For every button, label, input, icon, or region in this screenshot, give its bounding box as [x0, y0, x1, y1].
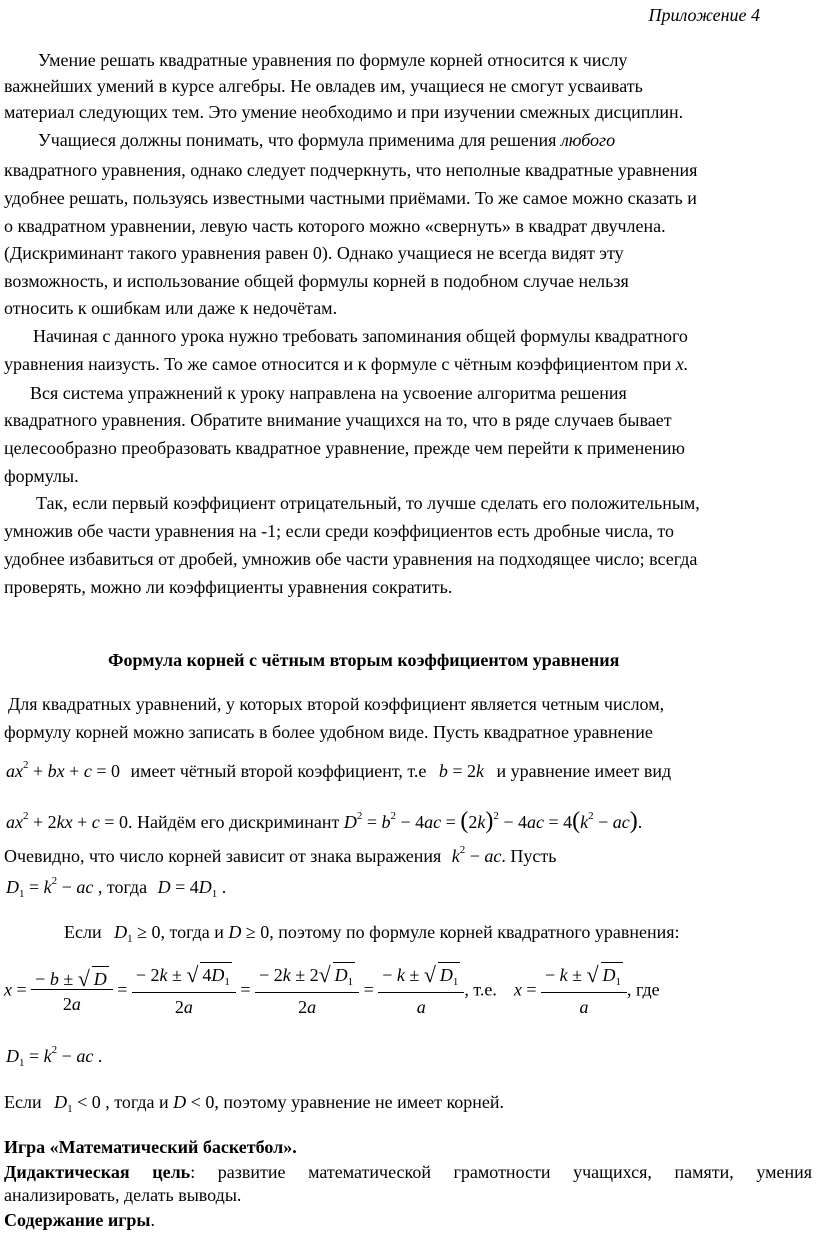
equation-b-even: b = 2k	[438, 761, 484, 781]
text-run: уравнения наизусть. То же самое относится и к формуле с чётным коэффициентом при	[4, 354, 676, 374]
text-line: возможность, и использование общей формулы корней в подобном случае нельзя	[4, 271, 629, 291]
text-line: Вся система упражнений к уроку направлена на усвоение алгоритма решения	[30, 383, 627, 403]
formula-line: $D_1 = k^2$ − ac .	[6, 1044, 103, 1069]
text-line	[4, 1162, 812, 1182]
equation-general: $ax^2$ + bx + c = 0	[6, 759, 120, 781]
fraction: − k ± √ $D_1$ a	[541, 962, 627, 1017]
text-line: Умение решать квадратные уравнения по формуле корней относится к числу	[38, 50, 628, 70]
fraction: − 2k ± 2 √ $D_1$ 2a	[255, 962, 359, 1017]
game-title: Игра «Математический баскетбол».	[4, 1137, 297, 1157]
text-line: анализировать, делать выводы.	[4, 1185, 242, 1205]
fraction: − k ± √ $D_1$ a	[378, 962, 464, 1017]
equation-d1: $D_1 = k^2$ − ac	[6, 1044, 94, 1069]
equation-d1: $D_1 = k^2$ − ac	[6, 875, 94, 900]
fraction: − b ± √ D 2a	[31, 966, 113, 1014]
text-run: , тогда и	[105, 1092, 169, 1112]
condition-d1-neg: $D_1 < 0$	[54, 1092, 101, 1115]
text-line: умножив обе части уравнения на -1; если среди коэффициентов есть дробные числа, то	[4, 521, 675, 541]
text-run: имеет чётный второй коэффициент, т.е	[130, 761, 427, 781]
goal-label: Дидактическая цель	[4, 1162, 191, 1182]
formula-line	[4, 840, 556, 866]
text-line: формулы.	[4, 466, 79, 486]
equation-even: $ax^2 + 2kx + c = 0$	[6, 810, 128, 832]
text-line	[38, 130, 615, 150]
text-line: важнейших умений в курсе алгебры. Не овладев им, учащиеся не смогут усваивать	[4, 76, 643, 96]
text-run: . Найдём его дискриминант	[127, 812, 340, 832]
equation-d-4d1: $D = 4D_1$	[157, 877, 218, 900]
text-run: , тогда и	[160, 922, 224, 942]
text-line: формулу корней можно записать в более удобном виде. Пусть квадратное уравнение	[4, 722, 653, 742]
text-line: целесообразно преобразовать квадратное уравнение, прежде чем перейти к применению	[4, 438, 685, 458]
text-line: Начиная с данного урока нужно требовать запоминания общей формулы квадратного	[33, 326, 688, 346]
text-run: Если	[4, 1092, 42, 1112]
text-line: Для квадратных уравнений, у которых второй коэффициент является четным числом,	[8, 694, 665, 714]
emphasis-word: любого	[560, 130, 616, 150]
text-line: квадратного уравнения. Обратите внимание учащихся на то, что в ряде случаев бывает	[4, 410, 672, 430]
text-run: : развитие математической грамотности учащихся, памяти, умения	[190, 1162, 813, 1182]
text-line: материал следующих тем. Это умение необходимо и при изучении смежных дисциплин.	[4, 102, 684, 122]
text-line: проверять, можно ли коэффициенты уравнения сократить.	[4, 577, 453, 597]
variable-x: x.	[675, 354, 689, 374]
text-line: удобнее избавиться от дробей, умножив обе части уравнения на подходящее число; всегда	[4, 549, 698, 569]
text-run: .	[150, 1210, 155, 1230]
section-title: Формула корней с чётным вторым коэффициентом уравнения	[108, 650, 620, 670]
text-run: Очевидно, что число корней зависит от знака выражения	[4, 846, 442, 866]
formula-line	[6, 755, 671, 781]
expression-k2-ac: $k^2$ − ac	[451, 844, 502, 866]
text-run: Если	[64, 922, 102, 942]
fraction: − 2k ± √ $4D_1$ 2a	[132, 962, 236, 1017]
condition-d-nonneg: D ≥ 0	[228, 922, 270, 942]
text-run: и уравнение имеет вид	[496, 761, 672, 781]
formula-line	[64, 922, 680, 949]
text-line: квадратного уравнения, однако следует подчеркнуть, что неполные квадратные уравнения	[4, 160, 698, 180]
text-line: (Дискриминант такого уравнения равен 0). Однако учащиеся не всегда видят эту	[4, 243, 624, 263]
formula-line	[6, 806, 642, 832]
text-run: , поэтому по формуле корней квадратного уравнения:	[269, 922, 680, 942]
text-line: удобнее решать, пользуясь известными частными приёмами. То же самое можно сказать и	[4, 188, 697, 208]
condition-d1-nonneg: $D_1 \ge 0$	[114, 922, 161, 945]
condition-d-neg: D < 0	[173, 1092, 215, 1112]
text-run: Учащиеся должны понимать, что формула применима для решения	[38, 130, 561, 150]
text-run: , где	[627, 979, 660, 1000]
text-run: . Пусть	[501, 846, 557, 866]
roots-formula: x = − b ± √ D 2a = − 2k ± √ $4D_1$ 2a = − 2k ± 2 √ $D_1$ 2a = − k ± √ $D_1$ a , т.е. x = − k ± √ $D_1$ a , где	[4, 962, 660, 1017]
formula-line	[4, 1092, 504, 1119]
text-line	[4, 354, 688, 374]
text-line: о квадратном уравнении, левую часть которого можно «свернуть» в квадрат двучлена.	[4, 216, 666, 236]
text-run: , тогда	[97, 877, 148, 897]
text-run: , поэтому уравнение не имеет корней.	[214, 1092, 505, 1112]
text-run: , т.е.	[464, 979, 497, 1000]
text-line: Так, если первый коэффициент отрицательный, то лучше сделать его положительным,	[36, 493, 700, 513]
text-line	[4, 1210, 155, 1230]
content-label: Содержание игры	[4, 1210, 151, 1230]
discriminant-formula: $D^2 = b^2 - 4ac = (2k)^2 - 4ac = 4(k^2 - ac)$.	[343, 808, 643, 834]
text-line: относить к ошибкам или даже к недочётам.	[4, 298, 338, 318]
formula-line: $D_1 = k^2$ − ac , тогда $D = 4D_1$ .	[6, 875, 227, 900]
appendix-label: Приложение 4	[648, 5, 760, 25]
